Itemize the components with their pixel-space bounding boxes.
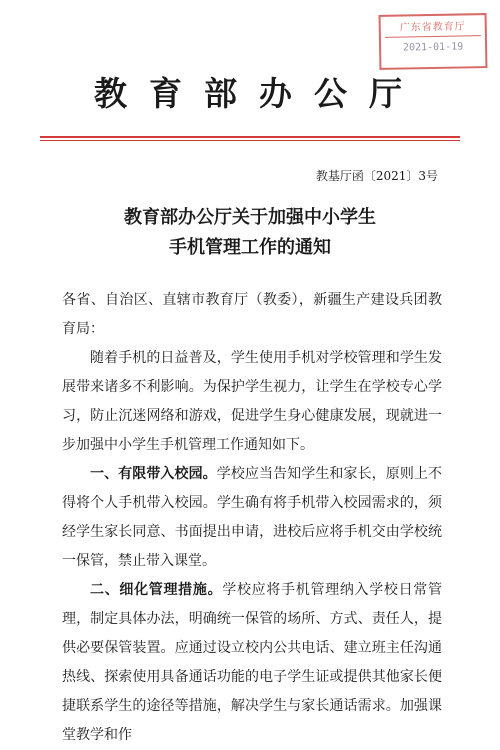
section-2-paragraph bbox=[62, 576, 442, 750]
intro-paragraph: 随着手机的日益普及，学生使用手机对学校管理和学生发展带来诸多不利影响。为保护学生视力，让学生在学校专心学习，防止沉迷网络和游戏，促进学生身心健康发展，现就进一步加强中小学生手机管理工作通知如下。 bbox=[62, 350, 442, 453]
section-1-heading: 一、有限带入校园。 bbox=[90, 466, 217, 482]
section-2-heading: 二、细化管理措施。 bbox=[90, 582, 223, 598]
issuer-header: 教育部办公厅 bbox=[94, 74, 424, 113]
section-1-paragraph bbox=[62, 460, 442, 576]
header-divider-thin bbox=[40, 140, 460, 141]
title-line-1: 教育部办公厅关于加强中小学生 bbox=[124, 207, 376, 228]
stamp-organization: 广东省教育厅 bbox=[385, 19, 481, 38]
document-number: 教基厅函〔2021〕3号 bbox=[315, 169, 438, 183]
document-title bbox=[40, 203, 460, 263]
title-line-2: 手机管理工作的通知 bbox=[169, 237, 331, 258]
document-body bbox=[62, 286, 442, 750]
section-2-text: 学校应将手机管理纳入学校日常管理，制定具体办法，明确统一保管的场所、方式、责任人，提供必要保管装置。应通过设立校内公共电话、建立班主任沟通热线、探索使用具备通话功能的电子学生证或提供其他家长便捷联系学生的途径等措施，解决学生与家长通话需求。加强课堂教学和作 bbox=[62, 582, 443, 743]
stamp-date: 2021-01-19 bbox=[402, 41, 464, 54]
addressee: 各省、自治区、直辖市教育厅（教委），新疆生产建设兵团教育局： bbox=[62, 292, 442, 337]
header-divider-thick bbox=[40, 136, 460, 138]
received-stamp bbox=[379, 13, 488, 70]
section-1-text: 学校应当告知学生和家长，原则上不得将个人手机带入校园。学生确有将手机带入校园需求的，须经学生家长同意、书面提出申请，进校后应将手机交由学校统一保管，禁止带入课堂。 bbox=[62, 466, 442, 569]
